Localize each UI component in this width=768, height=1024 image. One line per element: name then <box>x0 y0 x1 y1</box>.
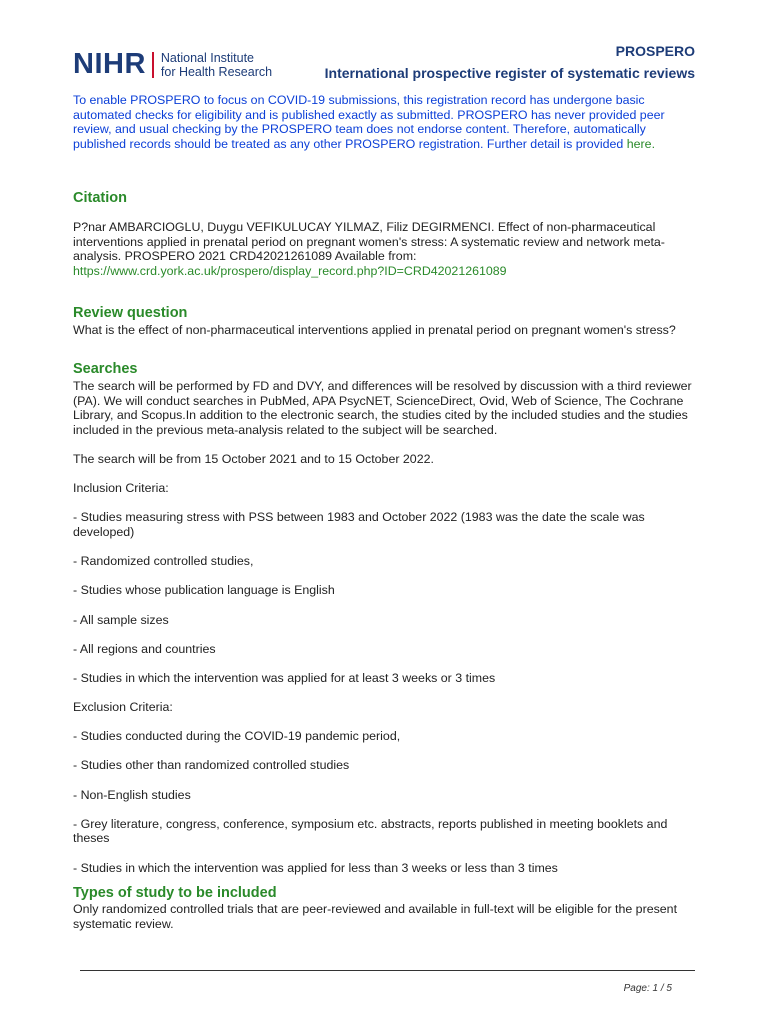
inclusion-item: - Randomized controlled studies, <box>73 554 254 569</box>
searches-paragraph: The search will be from 15 October 2021 and to 15 October 2022. <box>73 451 434 466</box>
covid-notice <box>73 93 695 151</box>
citation-text: P?nar AMBARCIOGLU, Duygu VEFIKULUCAY YILMAZ, Filiz DEGIRMENCI. Effect of non-pharmaceutical interventions applied in prenatal period on pregnant women's stress: A systematic review and network meta-analysis. PROSPERO 2021 CRD42021261089 Available from: <box>73 220 665 264</box>
notice-block <box>73 93 695 151</box>
citation-url-link[interactable]: https://www.crd.york.ac.uk/prospero/display_record.php?ID=CRD42021261089 <box>73 263 507 278</box>
exclusion-item: - Grey literature, congress, conference, symposium etc. abstracts, reports published in meeting booklets and theses <box>73 816 668 846</box>
exclusion-criteria-label: Exclusion Criteria: <box>73 700 173 715</box>
inclusion-item: - Studies in which the intervention was applied for at least 3 weeks or 3 times <box>73 670 496 685</box>
exclusion-item: - Non-English studies <box>73 787 191 802</box>
types-of-study-text: Only randomized controlled trials that are peer-reviewed and available in full-text will be eligible for the present systematic review. <box>73 902 678 931</box>
logo-divider <box>152 52 154 78</box>
inclusion-item: - Studies whose publication language is English <box>73 583 335 598</box>
exclusion-item: - Studies other than randomized controlled studies <box>73 758 350 773</box>
inclusion-item: - All sample sizes <box>73 612 169 627</box>
inclusion-item: - Studies measuring stress with PSS between 1983 and October 2022 (1983 was the date the scale was developed) <box>73 510 645 539</box>
review-question-heading: Review question <box>73 305 188 321</box>
inclusion-criteria-label: Inclusion Criteria: <box>73 481 169 496</box>
footer-divider <box>80 970 695 971</box>
logo-text <box>161 51 272 79</box>
logo-mark: NIHR <box>73 48 146 80</box>
searches-paragraph: The search will be performed by FD and DVY, and differences will be resolved by discussion with a third reviewer (PA). We will conduct searches in PubMed, APA PsycNET, ScienceDirect, Ovid, Web of Science, The Cochrane Library, and Scopus.In addition to the electronic search, the studies cited by the included studies and the studies included in the previous meta-analysis related to the subject will be searched. <box>73 379 692 437</box>
notice-end: . <box>651 136 656 151</box>
review-question-text: What is the effect of non-pharmaceutical interventions applied in prenatal period on pregnant women's stress? <box>73 323 676 337</box>
nihr-logo[interactable] <box>73 50 272 79</box>
header-title: PROSPERO <box>615 43 695 59</box>
citation-body <box>73 220 695 278</box>
searches-heading: Searches <box>73 361 138 377</box>
searches-body <box>73 379 695 890</box>
inclusion-item: - All regions and countries <box>73 641 216 656</box>
exclusion-item: - Studies in which the intervention was applied for less than 3 weeks or less than 3 times <box>73 860 558 875</box>
review-question-body <box>73 323 695 338</box>
page-number: Page: 1 / 5 <box>623 983 672 994</box>
header-subtitle: International prospective register of systematic reviews <box>324 65 695 81</box>
exclusion-item: - Studies conducted during the COVID-19 pandemic period, <box>73 729 401 744</box>
logo-line-2: for Health Research <box>160 64 273 79</box>
notice-here-link[interactable]: here <box>626 136 652 151</box>
notice-text: To enable PROSPERO to focus on COVID-19 submissions, this registration record has undergone basic automated checks for eligibility and is published exactly as submitted. PROSPERO has never provided peer review, and usual checking by the PROSPERO team does not endorse content. Therefore, automatically published records should be treated as any other PROSPERO registration. Further detail is provided <box>73 93 665 151</box>
types-of-study-body <box>73 902 695 931</box>
citation-heading: Citation <box>73 190 127 206</box>
types-of-study-heading: Types of study to be included <box>73 885 277 901</box>
header-titles <box>325 42 695 83</box>
logo-line-1: National Institute <box>160 50 254 65</box>
